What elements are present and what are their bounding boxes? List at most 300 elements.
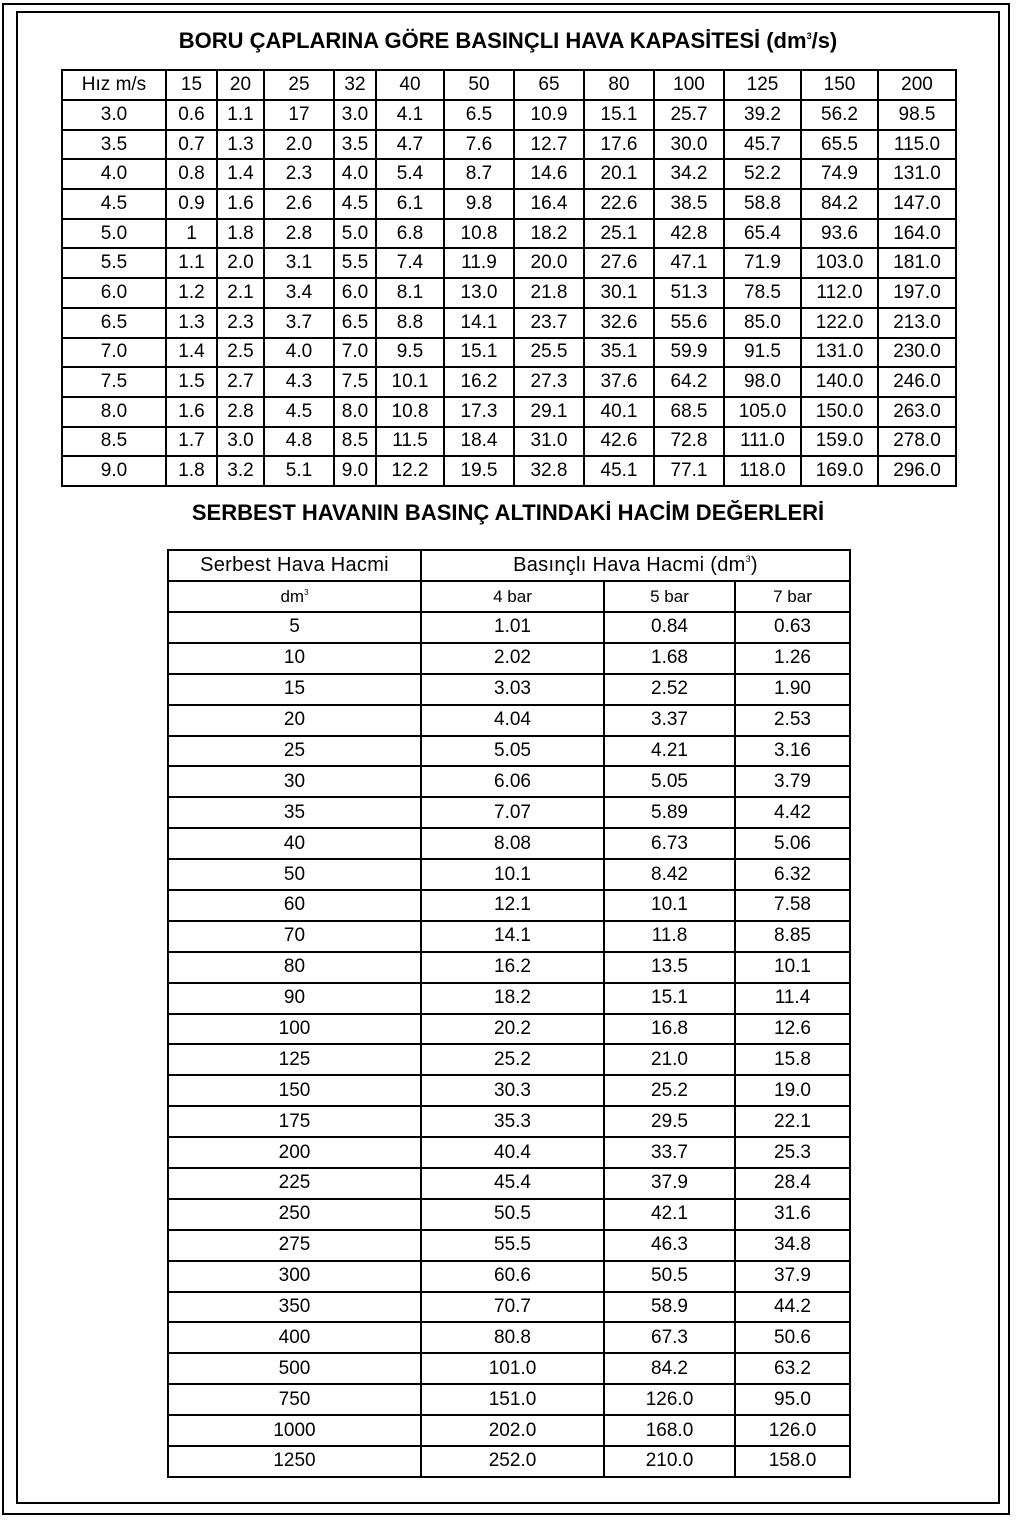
free-air-unit [168,581,421,612]
free-air-volume-cell: 30 [168,766,421,797]
speed-cell: 7.5 [62,367,166,397]
compressed-volume-cell: 10.1 [421,859,604,890]
capacity-cell: 11.9 [444,248,514,278]
capacity-cell: 91.5 [724,338,801,368]
capacity-cell: 13.0 [444,278,514,308]
compressed-volume-cell: 13.5 [604,952,735,983]
free-air-volume-cell: 100 [168,1014,421,1045]
capacity-cell: 27.3 [514,367,584,397]
free-air-volume-cell: 15 [168,674,421,705]
compressed-volume-cell: 8.85 [735,921,850,952]
capacity-cell: 1 [166,219,217,249]
compressed-volume-cell: 21.0 [604,1044,735,1075]
capacity-cell: 1.6 [217,189,264,219]
capacity-cell: 112.0 [801,278,878,308]
speed-cell: 7.0 [62,338,166,368]
free-air-volume-cell: 200 [168,1137,421,1168]
capacity-table [61,69,957,487]
capacity-cell: 6.1 [376,189,444,219]
table-row [62,100,956,130]
capacity-cell: 51.3 [654,278,724,308]
capacity-cell: 58.8 [724,189,801,219]
table-row [168,1199,850,1230]
capacity-cell: 8.8 [376,308,444,338]
table-row [168,983,850,1014]
table-row [168,1106,850,1137]
capacity-cell: 2.3 [264,159,334,189]
capacity-cell: 147.0 [878,189,956,219]
capacity-cell: 4.0 [334,159,376,189]
capacity-cell: 93.6 [801,219,878,249]
capacity-cell: 65.5 [801,130,878,160]
capacity-cell: 1.8 [166,456,217,486]
capacity-cell: 2.6 [264,189,334,219]
capacity-cell: 18.4 [444,427,514,457]
pipe-diameter-header: 150 [801,70,878,100]
capacity-cell: 7.5 [334,367,376,397]
capacity-cell: 131.0 [801,338,878,368]
capacity-cell: 2.7 [217,367,264,397]
capacity-cell: 181.0 [878,248,956,278]
table-row [62,248,956,278]
capacity-cell: 9.0 [334,456,376,486]
pipe-diameter-header: 100 [654,70,724,100]
pipe-diameter-header: 50 [444,70,514,100]
table-row [168,1322,850,1353]
capacity-cell: 84.2 [801,189,878,219]
capacity-cell: 20.1 [584,159,654,189]
capacity-cell: 3.2 [217,456,264,486]
capacity-cell: 34.2 [654,159,724,189]
capacity-header-row [62,70,956,100]
capacity-cell: 19.5 [444,456,514,486]
compressed-volume-cell: 4.21 [604,736,735,767]
free-air-volume-cell: 35 [168,797,421,828]
free-air-volume-cell: 400 [168,1322,421,1353]
compressed-volume-cell: 19.0 [735,1075,850,1106]
table-row [62,219,956,249]
compressed-volume-cell: 1.01 [421,612,604,643]
capacity-cell: 38.5 [654,189,724,219]
free-air-volume-cell: 90 [168,983,421,1014]
capacity-cell: 1.6 [166,397,217,427]
compressed-volume-cell: 55.5 [421,1230,604,1261]
pressure-5-bar: 5 bar [604,581,735,612]
capacity-cell: 22.6 [584,189,654,219]
capacity-cell: 111.0 [724,427,801,457]
speed-cell: 6.5 [62,308,166,338]
capacity-cell: 15.1 [584,100,654,130]
capacity-cell: 4.7 [376,130,444,160]
capacity-cell: 2.8 [217,397,264,427]
compressed-volume-cell: 11.4 [735,983,850,1014]
capacity-cell: 278.0 [878,427,956,457]
compressed-volume-cell: 252.0 [421,1446,604,1477]
compressed-volume-cell: 7.07 [421,797,604,828]
free-air-volume-cell: 175 [168,1106,421,1137]
capacity-cell: 0.9 [166,189,217,219]
compressed-volume-cell: 25.2 [421,1044,604,1075]
capacity-title-text: BORU ÇAPLARINA GÖRE BASINÇLI HAVA KAPASİTESİ (dm [178,28,807,53]
capacity-cell: 15.1 [444,338,514,368]
table-row [62,278,956,308]
compressed-volume-cell: 1.26 [735,643,850,674]
table-row [168,1415,850,1446]
capacity-cell: 105.0 [724,397,801,427]
table-row [168,1261,850,1292]
compressed-volume-cell: 12.6 [735,1014,850,1045]
free-air-volume-cell: 50 [168,859,421,890]
capacity-cell: 4.5 [334,189,376,219]
compressed-volume-cell: 210.0 [604,1446,735,1477]
compressed-volume-cell: 0.63 [735,612,850,643]
table-row [168,1137,850,1168]
capacity-cell: 118.0 [724,456,801,486]
capacity-cell: 1.5 [166,367,217,397]
capacity-cell: 39.2 [724,100,801,130]
compressed-volume-cell: 45.4 [421,1168,604,1199]
capacity-cell: 77.1 [654,456,724,486]
capacity-cell: 3.5 [334,130,376,160]
compressed-volume-cell: 5.89 [604,797,735,828]
compressed-volume-cell: 168.0 [604,1415,735,1446]
volume-unit-row [168,581,850,612]
pipe-diameter-header: 15 [166,70,217,100]
free-air-volume-cell: 350 [168,1292,421,1323]
capacity-cell: 4.8 [264,427,334,457]
speed-cell: 8.5 [62,427,166,457]
table-row [168,1044,850,1075]
capacity-cell: 1.8 [217,219,264,249]
compressed-volume-cell: 2.52 [604,674,735,705]
compressed-volume-cell: 126.0 [735,1415,850,1446]
capacity-cell: 296.0 [878,456,956,486]
table-row [168,1353,850,1384]
capacity-cell: 2.5 [217,338,264,368]
table-row [168,952,850,983]
free-air-volume-cell: 5 [168,612,421,643]
compressed-volume-cell: 46.3 [604,1230,735,1261]
compressed-volume-cell: 3.03 [421,674,604,705]
capacity-cell: 103.0 [801,248,878,278]
speed-cell: 4.0 [62,159,166,189]
compressed-volume-cell: 60.6 [421,1261,604,1292]
table-row [62,159,956,189]
speed-cell: 8.0 [62,397,166,427]
capacity-cell: 31.0 [514,427,584,457]
compressed-air-volume-header [421,550,850,581]
free-air-volume-header: Serbest Hava Hacmi [168,550,421,581]
capacity-cell: 18.2 [514,219,584,249]
capacity-cell: 12.7 [514,130,584,160]
compressed-volume-cell: 5.05 [604,766,735,797]
table-row [62,456,956,486]
capacity-cell: 47.1 [654,248,724,278]
capacity-cell: 2.0 [264,130,334,160]
capacity-cell: 10.8 [376,397,444,427]
capacity-cell: 14.1 [444,308,514,338]
capacity-cell: 5.4 [376,159,444,189]
table-row [62,427,956,457]
capacity-cell: 2.3 [217,308,264,338]
compressed-volume-cell: 50.5 [604,1261,735,1292]
capacity-cell: 25.7 [654,100,724,130]
capacity-cell: 0.7 [166,130,217,160]
pressure-7-bar: 7 bar [735,581,850,612]
capacity-cell: 3.4 [264,278,334,308]
table-row [168,674,850,705]
compressed-volume-cell: 5.05 [421,736,604,767]
compressed-volume-cell: 70.7 [421,1292,604,1323]
capacity-cell: 3.0 [217,427,264,457]
table-row [168,1168,850,1199]
table-row [62,367,956,397]
capacity-cell: 20.0 [514,248,584,278]
free-air-volume-cell: 225 [168,1168,421,1199]
capacity-cell: 42.8 [654,219,724,249]
free-air-volume-cell: 20 [168,705,421,736]
capacity-cell: 140.0 [801,367,878,397]
free-air-volume-cell: 25 [168,736,421,767]
table-row [168,828,850,859]
compressed-volume-cell: 15.1 [604,983,735,1014]
capacity-cell: 10.9 [514,100,584,130]
speed-cell: 5.5 [62,248,166,278]
table-row [168,797,850,828]
pipe-diameter-header: 200 [878,70,956,100]
compressed-volume-cell: 22.1 [735,1106,850,1137]
compressed-volume-cell: 6.73 [604,828,735,859]
table-row [168,1292,850,1323]
capacity-cell: 122.0 [801,308,878,338]
capacity-cell: 1.2 [166,278,217,308]
capacity-cell: 10.8 [444,219,514,249]
free-air-volume-cell: 500 [168,1353,421,1384]
capacity-cell: 1.3 [217,130,264,160]
capacity-cell: 8.0 [334,397,376,427]
compressed-volume-cell: 25.2 [604,1075,735,1106]
compressed-volume-cell: 101.0 [421,1353,604,1384]
compressed-volume-cell: 28.4 [735,1168,850,1199]
capacity-cell: 3.0 [334,100,376,130]
capacity-cell: 35.1 [584,338,654,368]
free-air-volume-cell: 150 [168,1075,421,1106]
capacity-cell: 17.3 [444,397,514,427]
capacity-cell: 17.6 [584,130,654,160]
speed-column-header: Hız m/s [62,70,166,100]
capacity-cell: 8.7 [444,159,514,189]
compressed-volume-cell: 16.2 [421,952,604,983]
table-row [168,643,850,674]
capacity-cell: 55.6 [654,308,724,338]
pipe-diameter-header: 32 [334,70,376,100]
compressed-volume-cell: 80.8 [421,1322,604,1353]
capacity-cell: 71.9 [724,248,801,278]
compressed-volume-cell: 58.9 [604,1292,735,1323]
compressed-header-superscript: 3 [745,554,751,564]
compressed-volume-cell: 158.0 [735,1446,850,1477]
capacity-cell: 169.0 [801,456,878,486]
capacity-cell: 6.5 [334,308,376,338]
speed-cell: 9.0 [62,456,166,486]
capacity-cell: 37.6 [584,367,654,397]
capacity-cell: 3.1 [264,248,334,278]
capacity-cell: 6.8 [376,219,444,249]
compressed-volume-cell: 50.5 [421,1199,604,1230]
compressed-volume-cell: 3.37 [604,705,735,736]
compressed-volume-cell: 12.1 [421,890,604,921]
capacity-table-title [0,28,1016,54]
compressed-volume-cell: 126.0 [604,1384,735,1415]
pipe-diameter-header: 125 [724,70,801,100]
free-air-unit-superscript: 3 [304,587,309,597]
compressed-volume-cell: 37.9 [604,1168,735,1199]
capacity-cell: 0.8 [166,159,217,189]
capacity-cell: 8.1 [376,278,444,308]
table-row [168,890,850,921]
capacity-cell: 2.8 [264,219,334,249]
speed-cell: 5.0 [62,219,166,249]
speed-cell: 3.5 [62,130,166,160]
table-row [62,397,956,427]
compressed-volume-cell: 6.06 [421,766,604,797]
capacity-cell: 65.4 [724,219,801,249]
capacity-cell: 32.8 [514,456,584,486]
free-air-volume-cell: 70 [168,921,421,952]
capacity-cell: 5.5 [334,248,376,278]
free-air-volume-cell: 250 [168,1199,421,1230]
compressed-volume-cell: 31.6 [735,1199,850,1230]
capacity-cell: 159.0 [801,427,878,457]
capacity-cell: 25.5 [514,338,584,368]
capacity-cell: 263.0 [878,397,956,427]
compressed-volume-cell: 8.08 [421,828,604,859]
table-row [62,189,956,219]
capacity-cell: 1.4 [166,338,217,368]
capacity-cell: 98.0 [724,367,801,397]
compressed-volume-cell: 33.7 [604,1137,735,1168]
pipe-diameter-header: 25 [264,70,334,100]
free-air-volume-cell: 10 [168,643,421,674]
table-row [168,612,850,643]
pipe-diameter-header: 40 [376,70,444,100]
pipe-diameter-header: 20 [217,70,264,100]
capacity-cell: 64.2 [654,367,724,397]
capacity-cell: 1.7 [166,427,217,457]
compressed-volume-cell: 20.2 [421,1014,604,1045]
compressed-volume-cell: 8.42 [604,859,735,890]
compressed-volume-cell: 84.2 [604,1353,735,1384]
capacity-cell: 74.9 [801,159,878,189]
compressed-volume-cell: 4.42 [735,797,850,828]
free-air-volume-cell: 60 [168,890,421,921]
capacity-cell: 246.0 [878,367,956,397]
capacity-cell: 1.1 [217,100,264,130]
capacity-cell: 29.1 [514,397,584,427]
capacity-cell: 59.9 [654,338,724,368]
capacity-cell: 150.0 [801,397,878,427]
capacity-cell: 68.5 [654,397,724,427]
compressed-volume-cell: 42.1 [604,1199,735,1230]
table-row [168,1384,850,1415]
capacity-title-superscript: 3 [806,31,812,41]
capacity-cell: 85.0 [724,308,801,338]
speed-cell: 6.0 [62,278,166,308]
table-row [168,1230,850,1261]
capacity-cell: 1.1 [166,248,217,278]
pipe-diameter-header: 80 [584,70,654,100]
capacity-cell: 4.1 [376,100,444,130]
capacity-cell: 10.1 [376,367,444,397]
capacity-cell: 0.6 [166,100,217,130]
capacity-cell: 2.1 [217,278,264,308]
capacity-cell: 17 [264,100,334,130]
speed-cell: 3.0 [62,100,166,130]
capacity-cell: 7.4 [376,248,444,278]
capacity-cell: 5.0 [334,219,376,249]
free-air-volume-cell: 1250 [168,1446,421,1477]
capacity-cell: 25.1 [584,219,654,249]
capacity-cell: 3.7 [264,308,334,338]
free-air-volume-cell: 300 [168,1261,421,1292]
capacity-cell: 4.3 [264,367,334,397]
compressed-volume-cell: 35.3 [421,1106,604,1137]
capacity-cell: 164.0 [878,219,956,249]
compressed-volume-cell: 3.79 [735,766,850,797]
free-air-unit-text: dm [280,586,305,606]
compressed-header-end: ) [750,554,758,576]
compressed-volume-cell: 10.1 [604,890,735,921]
capacity-cell: 12.2 [376,456,444,486]
free-air-volume-cell: 40 [168,828,421,859]
compressed-volume-cell: 151.0 [421,1384,604,1415]
capacity-cell: 7.0 [334,338,376,368]
compressed-volume-cell: 4.04 [421,705,604,736]
capacity-cell: 21.8 [514,278,584,308]
capacity-cell: 6.5 [444,100,514,130]
capacity-cell: 131.0 [878,159,956,189]
compressed-volume-cell: 40.4 [421,1137,604,1168]
table-row [168,859,850,890]
table-row [168,736,850,767]
table-row [168,766,850,797]
compressed-volume-cell: 11.8 [604,921,735,952]
capacity-cell: 27.6 [584,248,654,278]
capacity-cell: 56.2 [801,100,878,130]
capacity-cell: 9.5 [376,338,444,368]
capacity-cell: 72.8 [654,427,724,457]
compressed-volume-cell: 15.8 [735,1044,850,1075]
compressed-header-text: Basınçlı Hava Hacmi (dm [513,554,746,576]
table-row [168,1014,850,1045]
compressed-volume-cell: 34.8 [735,1230,850,1261]
compressed-volume-cell: 2.02 [421,643,604,674]
capacity-cell: 78.5 [724,278,801,308]
table-row [168,1075,850,1106]
compressed-volume-cell: 0.84 [604,612,735,643]
table-row [168,921,850,952]
capacity-cell: 52.2 [724,159,801,189]
free-air-volume-cell: 80 [168,952,421,983]
capacity-cell: 4.5 [264,397,334,427]
table-row [168,1446,850,1477]
compressed-volume-cell: 50.6 [735,1322,850,1353]
compressed-volume-cell: 202.0 [421,1415,604,1446]
capacity-cell: 16.2 [444,367,514,397]
table-row [62,308,956,338]
capacity-cell: 8.5 [334,427,376,457]
free-air-volume-cell: 275 [168,1230,421,1261]
